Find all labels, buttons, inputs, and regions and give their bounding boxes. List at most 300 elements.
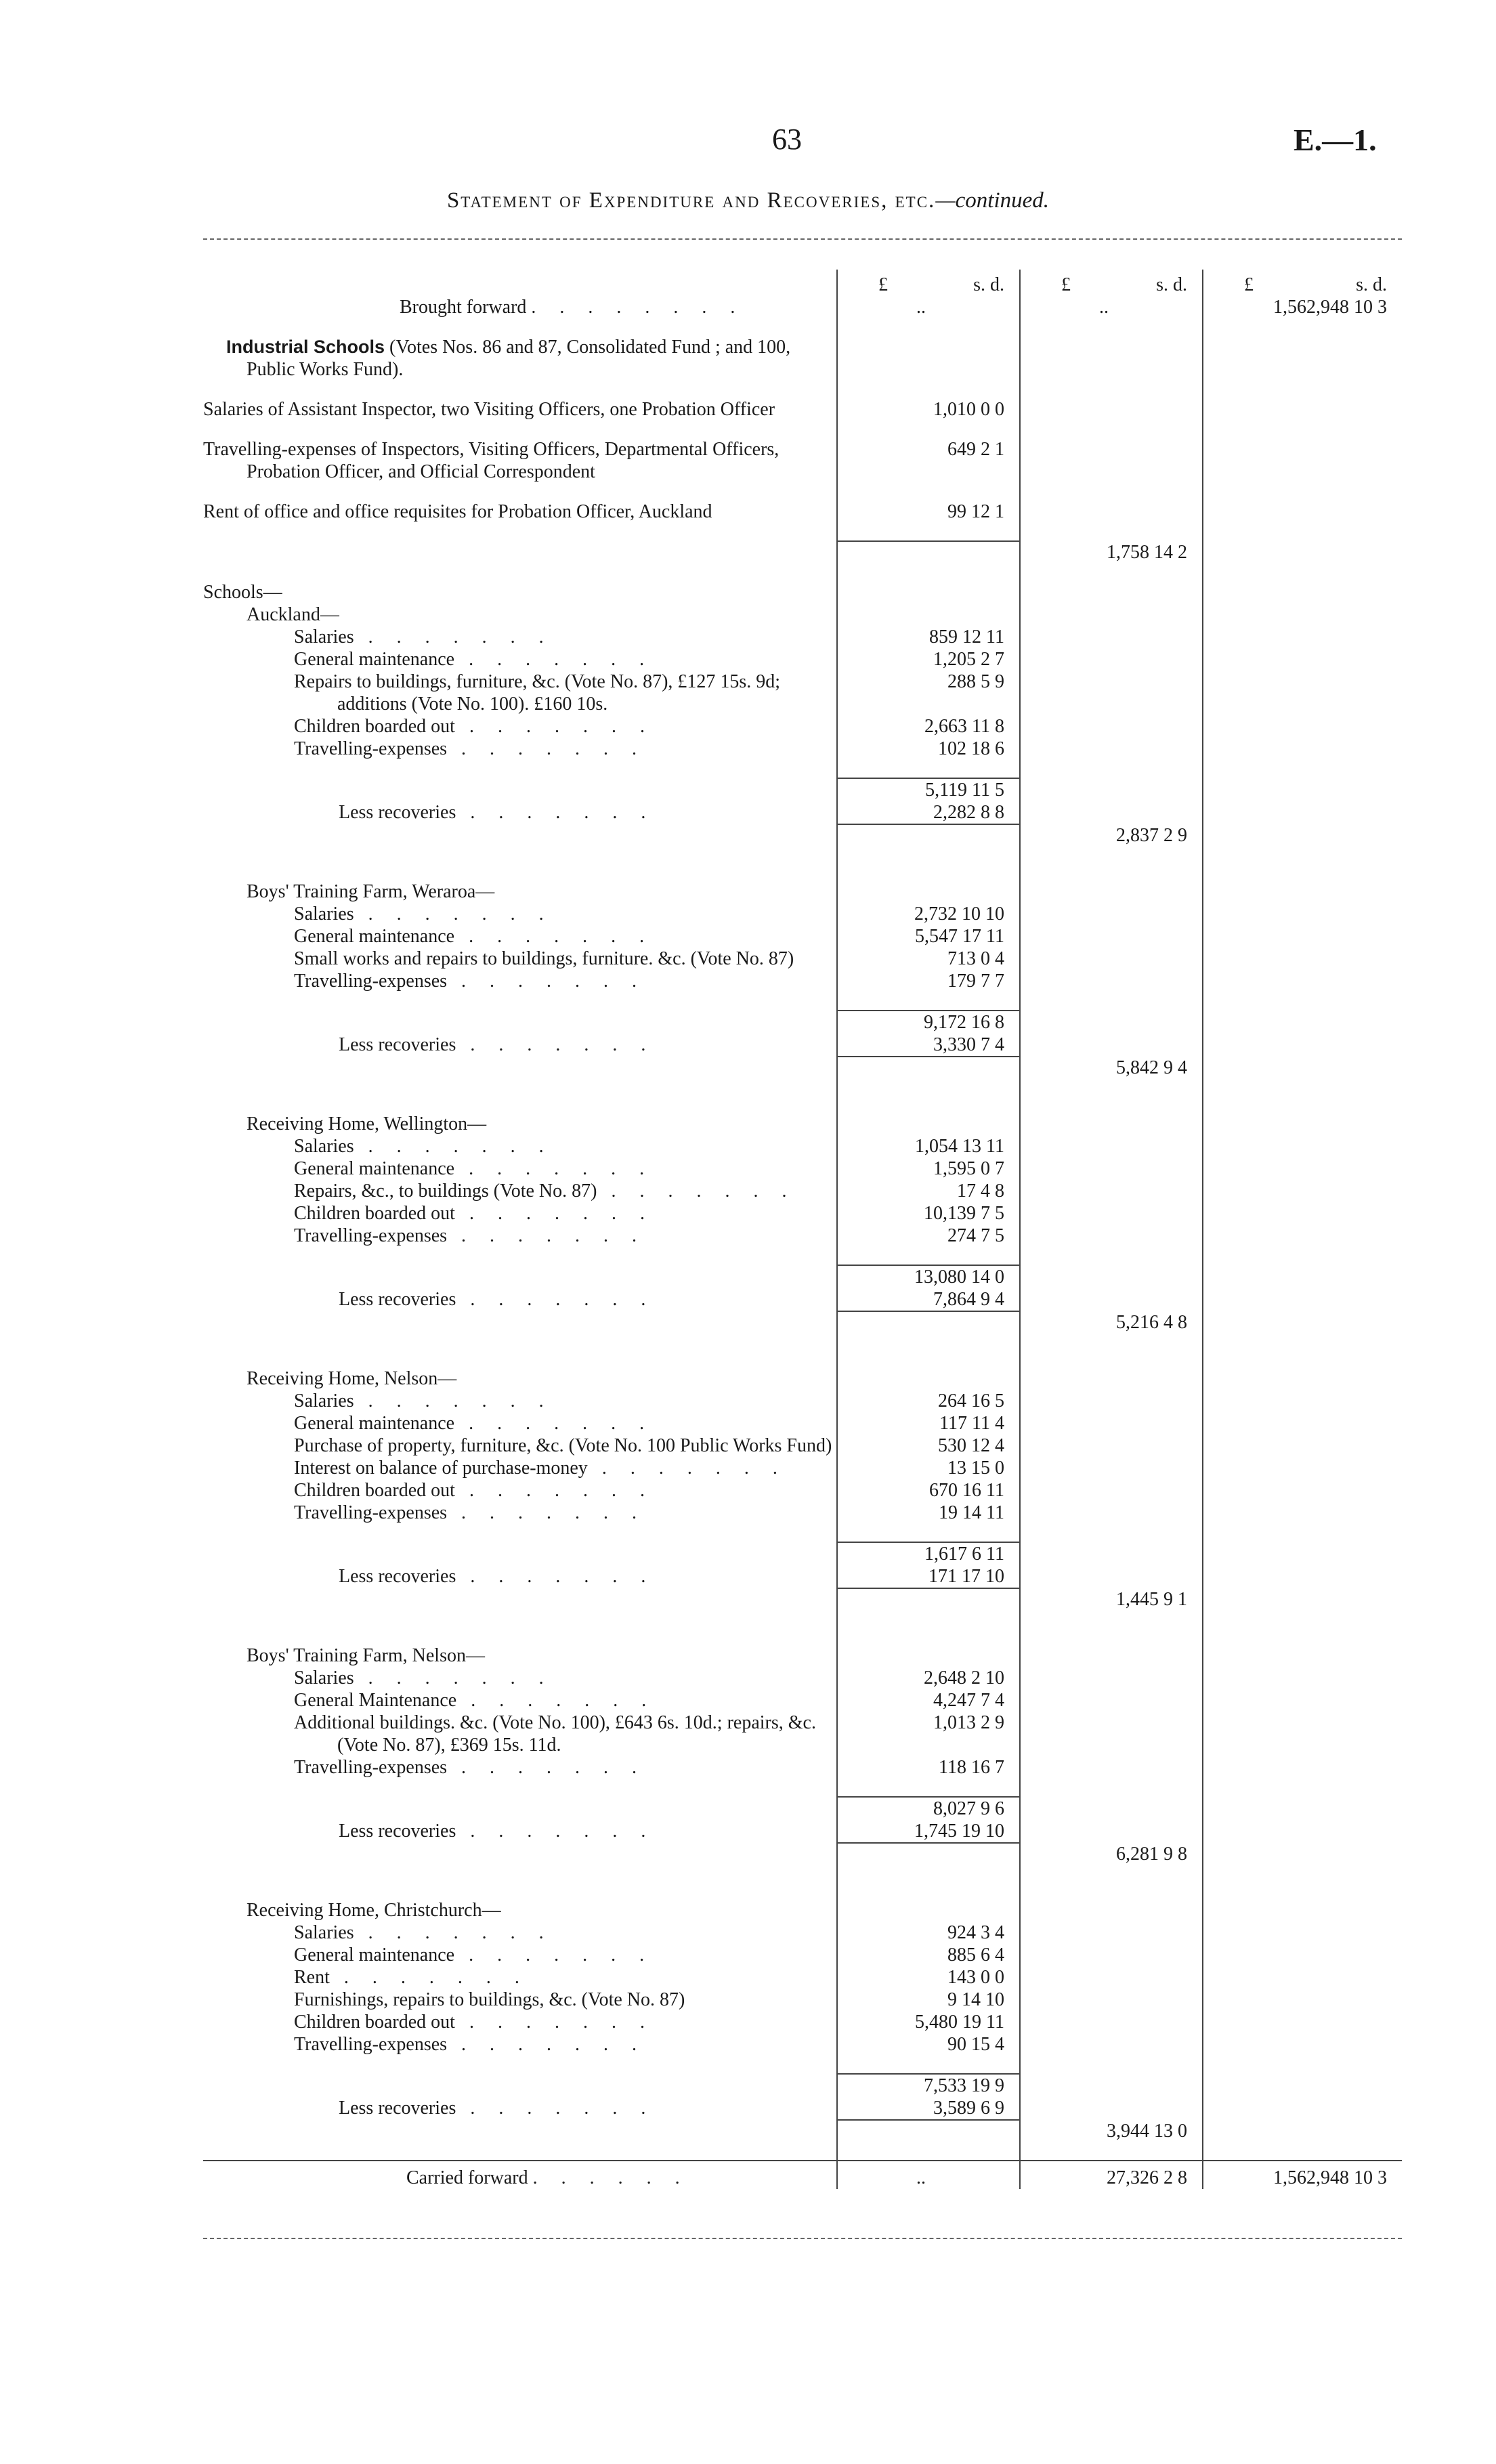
amount-col3 (1203, 1390, 1402, 1412)
leader-dots: . . . . . . . (454, 926, 654, 947)
ledger-table (203, 270, 1402, 2189)
label-text: Rent of office and office requisites for Probation Officer, Auckland (203, 501, 712, 522)
row-label (203, 1034, 837, 1057)
row-label (203, 2120, 837, 2142)
brought-forward-col1: .. (837, 296, 1020, 318)
amount-text: 713 0 4 (947, 948, 1004, 969)
leader-dots: . . . . . . . (456, 1690, 656, 1711)
amount-text: 274 7 5 (947, 1225, 1004, 1246)
amount-col1 (837, 1034, 1020, 1057)
amount-col1 (837, 1502, 1020, 1524)
school-item-row (203, 1756, 1402, 1779)
amount-col3 (1203, 1644, 1402, 1667)
amount-col2 (1020, 1225, 1203, 1247)
amount-col3 (1203, 2033, 1402, 2056)
leader-dots: . . . . . . . (447, 971, 647, 992)
amount-col2 (1020, 715, 1203, 738)
amount-col2 (1020, 801, 1203, 824)
amount-col1 (837, 501, 1020, 523)
amount-col2 (1020, 1034, 1203, 1057)
amount-col3 (1203, 1457, 1402, 1479)
row-label (203, 1502, 837, 1524)
school-item-row (203, 1921, 1402, 1944)
row-label (203, 1644, 837, 1667)
amount-text: 10,139 7 5 (924, 1203, 1004, 1224)
amount-col1 (837, 398, 1020, 421)
label-text: Receiving Home, Nelson— (247, 1368, 457, 1389)
leader-dots: . . . . . . . (354, 1390, 553, 1411)
amount-col2 (1020, 1667, 1203, 1689)
amount-text: 9,172 16 8 (924, 1012, 1004, 1033)
amount-col2 (1020, 778, 1203, 801)
row-label (203, 1921, 837, 1944)
amount-text: 1,013 2 9 (933, 1712, 1004, 1733)
school-name-row (203, 603, 1402, 626)
general-item-row (203, 501, 1402, 523)
amount-text: 8,027 9 6 (933, 1798, 1004, 1819)
leader-dots: . . . . . . . (354, 904, 553, 925)
amount-col2 (1020, 1565, 1203, 1588)
school-subtotal-row (203, 778, 1402, 801)
leader-dots: . . . . . . . (454, 1413, 654, 1434)
sd-symbol: s. d. (1356, 274, 1387, 295)
leader-dots: . . . . . . . (454, 2012, 654, 2033)
amount-col2 (1020, 1689, 1203, 1712)
page-number: 63 (772, 123, 802, 156)
row-label (203, 1820, 837, 1843)
row-label (203, 398, 837, 421)
amount-col2 (1020, 2011, 1203, 2033)
row-label (203, 925, 837, 948)
amount-text: 2,648 2 10 (924, 1668, 1004, 1688)
amount-col2 (1020, 1756, 1203, 1779)
row-label (203, 1843, 837, 1865)
carried-forward-label (203, 2161, 837, 2189)
school-recoveries-row (203, 2097, 1402, 2120)
amount-col2 (1020, 880, 1203, 903)
amount-col2 (1020, 2074, 1203, 2097)
amount-col3 (1203, 824, 1402, 847)
school-item-row (203, 948, 1402, 970)
row-label (203, 581, 837, 603)
leader-dots: . . . . . . . (456, 1821, 656, 1842)
label-text: Travelling-expenses (294, 1757, 448, 1778)
amount-col3 (1203, 948, 1402, 970)
amount-col2 (1020, 1843, 1203, 1865)
amount-col2 (1020, 1966, 1203, 1989)
amount-col2 (1020, 1944, 1203, 1966)
amount-text: 5,119 11 5 (925, 780, 1004, 801)
amount-col3 (1203, 501, 1402, 523)
row-label (203, 1180, 837, 1202)
currency-header-row (203, 270, 1402, 296)
amount-col2 (1020, 1820, 1203, 1843)
amount-col1 (837, 1412, 1020, 1435)
amount-col1 (837, 880, 1020, 903)
amount-col2 (1020, 1412, 1203, 1435)
amount-col2 (1020, 1057, 1203, 1079)
amount-col2 (1020, 970, 1203, 992)
amount-col3 (1203, 2011, 1402, 2033)
brought-forward-col3: 1,562,948 10 3 (1203, 296, 1402, 318)
amount-text: 90 15 4 (947, 2034, 1004, 2055)
amount-col3 (1203, 1843, 1402, 1865)
label-text: General maintenance (294, 1158, 455, 1179)
amount-col3 (1203, 1712, 1402, 1756)
amount-text: 530 12 4 (938, 1435, 1004, 1456)
school-item-row (203, 1180, 1402, 1202)
amount-col2 (1020, 1542, 1203, 1565)
amount-col1 (837, 581, 1020, 603)
school-item-row (203, 1135, 1402, 1157)
amount-col1 (837, 1843, 1020, 1865)
amount-text: 7,533 19 9 (924, 2075, 1004, 2096)
amount-col1 (837, 925, 1020, 948)
amount-text: 2,282 8 8 (933, 802, 1004, 823)
school-subtotal-row (203, 1265, 1402, 1288)
amount-text: 99 12 1 (947, 501, 1004, 522)
amount-col2 (1020, 1899, 1203, 1921)
amount-col2 (1020, 1180, 1203, 1202)
row-label (203, 671, 837, 715)
spacer (203, 564, 1402, 581)
label-text: Salaries (294, 1922, 354, 1943)
amount-col1 (837, 715, 1020, 738)
brought-forward-text: Brought forward (400, 297, 527, 318)
leader-dots: . . . . . . . (454, 1480, 654, 1501)
amount-text: 6,281 9 8 (1116, 1844, 1187, 1865)
amount-col1 (837, 903, 1020, 925)
amount-col1 (837, 1479, 1020, 1502)
row-label (203, 1588, 837, 1611)
leader-dots: . . . . . . . (454, 1158, 654, 1179)
amount-text: 3,944 13 0 (1107, 2121, 1187, 2142)
section-title-bold: Industrial Schools (226, 337, 385, 357)
label-text: General maintenance (294, 649, 455, 670)
amount-col1 (837, 1435, 1020, 1457)
row-label (203, 1966, 837, 1989)
row-label (203, 1412, 837, 1435)
spacer (203, 381, 1402, 398)
spacer (203, 2056, 1402, 2074)
carried-forward-col2: 27,326 2 8 (1020, 2161, 1203, 2189)
amount-col2 (1020, 925, 1203, 948)
section-heading-row (203, 336, 1402, 381)
label-text: Boys' Training Farm, Weraroa— (247, 881, 495, 902)
amount-col1 (837, 1966, 1020, 1989)
spacer (203, 760, 1402, 778)
amount-col1 (837, 1712, 1020, 1756)
school-net-row (203, 1057, 1402, 1079)
header-col3 (1203, 270, 1402, 296)
leader-dots: . . . . . . . . (531, 297, 745, 318)
amount-text: 5,480 19 11 (915, 2012, 1004, 2033)
amount-text: 2,837 2 9 (1116, 825, 1187, 846)
school-item-row (203, 715, 1402, 738)
pound-symbol: £ (878, 274, 888, 295)
row-label (203, 1157, 837, 1180)
amount-col2 (1020, 398, 1203, 421)
carried-forward-text: Carried forward (406, 2167, 528, 2188)
amount-text: 118 16 7 (939, 1757, 1004, 1778)
amount-col1 (837, 1157, 1020, 1180)
leader-dots: . . . . . . . (329, 1967, 529, 1988)
leader-dots: . . . . . . . (454, 716, 654, 737)
amount-col1 (837, 1989, 1020, 2011)
leader-dots: . . . . . . . (447, 1502, 647, 1523)
label-text: Less recoveries (339, 802, 456, 823)
amount-col1 (837, 1644, 1020, 1667)
amount-col3 (1203, 2120, 1402, 2142)
label-text: Salaries (294, 1390, 354, 1411)
amount-text: 179 7 7 (947, 971, 1004, 992)
amount-text: 2,663 11 8 (924, 716, 1004, 737)
amount-col3 (1203, 1565, 1402, 1588)
header-blank (203, 270, 837, 296)
amount-col1 (837, 2120, 1020, 2142)
row-label (203, 2033, 837, 2056)
title-continued: —continued. (935, 188, 1050, 213)
label-text: Auckland— (247, 604, 339, 625)
amount-text: 1,054 13 11 (915, 1136, 1004, 1157)
row-label (203, 1542, 837, 1565)
general-item-row (203, 438, 1402, 483)
label-text: Travelling-expenses (294, 1502, 448, 1523)
school-item-row (203, 1667, 1402, 1689)
amount-col1 (837, 1820, 1020, 1843)
school-recoveries-row (203, 801, 1402, 824)
school-subtotal-row (203, 1542, 1402, 1565)
row-label (203, 801, 837, 824)
label-text: Travelling-expenses (294, 2034, 448, 2055)
row-label (203, 648, 837, 671)
school-recoveries-row (203, 1288, 1402, 1311)
amount-text: 171 17 10 (928, 1566, 1004, 1587)
spacer (203, 1334, 1402, 1367)
school-name-row (203, 1899, 1402, 1921)
amount-col3 (1203, 398, 1402, 421)
row-label (203, 778, 837, 801)
label-text: Children boarded out (294, 1203, 455, 1224)
amount-text: 1,595 0 7 (933, 1158, 1004, 1179)
amount-text: 13 15 0 (947, 1458, 1004, 1479)
school-recoveries-row (203, 1565, 1402, 1588)
amount-col1 (837, 738, 1020, 760)
document-code: E.—1. (1294, 123, 1377, 157)
amount-col2 (1020, 1367, 1203, 1390)
amount-text: 1,010 0 0 (933, 399, 1004, 420)
school-item-row (203, 1457, 1402, 1479)
amount-col3 (1203, 1113, 1402, 1135)
amount-col3 (1203, 1288, 1402, 1311)
pound-symbol: £ (1061, 274, 1071, 295)
carried-forward-col3: 1,562,948 10 3 (1203, 2161, 1402, 2189)
header-col2 (1020, 270, 1203, 296)
pound-symbol: £ (1244, 274, 1254, 295)
amount-col3 (1203, 1797, 1402, 1820)
carried-forward-col1: .. (837, 2161, 1020, 2189)
spacer (203, 992, 1402, 1011)
amount-col3 (1203, 1034, 1402, 1057)
school-item-row (203, 925, 1402, 948)
row-label (203, 1390, 837, 1412)
label-text: Travelling-expenses of Inspectors, Visiting Officers, Departmental Officers, Probation Officer, and Official Correspondent (203, 439, 779, 482)
amount-col1 (837, 1457, 1020, 1479)
amount-col3 (1203, 715, 1402, 738)
spacer (203, 523, 1402, 541)
leader-dots: . . . . . . . (447, 738, 647, 759)
amount-col1 (837, 1311, 1020, 1334)
amount-col1 (837, 1265, 1020, 1288)
amount-col1 (837, 1542, 1020, 1565)
amount-col2 (1020, 1311, 1203, 1334)
amount-text: 1,758 14 2 (1107, 542, 1187, 563)
amount-col3 (1203, 1667, 1402, 1689)
amount-col3 (1203, 738, 1402, 760)
school-subtotal-row (203, 2074, 1402, 2097)
school-item-row (203, 1225, 1402, 1247)
amount-col2 (1020, 541, 1203, 564)
amount-col1 (837, 1689, 1020, 1712)
amount-col3 (1203, 2097, 1402, 2120)
amount-col3 (1203, 801, 1402, 824)
amount-col2 (1020, 438, 1203, 483)
label-text: Rent (294, 1967, 330, 1988)
amount-text: 143 0 0 (947, 1967, 1004, 1988)
amount-col3 (1203, 1899, 1402, 1921)
school-name-row (203, 1644, 1402, 1667)
amount-col2 (1020, 1644, 1203, 1667)
amount-text: 1,617 6 11 (924, 1544, 1004, 1565)
amount-col2 (1020, 1479, 1203, 1502)
spacer (203, 318, 1402, 336)
leader-dots: . . . . . . (532, 2167, 689, 2188)
label-text: Furnishings, repairs to buildings, &c. (Vote No. 87) (294, 1989, 685, 2010)
header-col1 (837, 270, 1020, 296)
ledger-rows (203, 398, 1402, 2161)
amount-col1 (837, 970, 1020, 992)
school-name-row (203, 1367, 1402, 1390)
amount-text: 1,205 2 7 (933, 649, 1004, 670)
amount-col2 (1020, 1265, 1203, 1288)
amount-col3 (1203, 581, 1402, 603)
general-total-row (203, 541, 1402, 564)
top-rule (203, 238, 1402, 240)
label-text: Children boarded out (294, 1480, 455, 1501)
spacer (203, 1865, 1402, 1899)
label-text: Children boarded out (294, 2012, 455, 2033)
amount-col3 (1203, 1689, 1402, 1712)
spacer (203, 1524, 1402, 1542)
amount-col3 (1203, 1588, 1402, 1611)
school-item-row (203, 1712, 1402, 1756)
row-label (203, 1113, 837, 1135)
amount-col2 (1020, 2120, 1203, 2142)
school-item-row (203, 671, 1402, 715)
bottom-rule (203, 2238, 1402, 2239)
amount-col1 (837, 801, 1020, 824)
amount-col1 (837, 1944, 1020, 1966)
leader-dots: . . . . . . . (587, 1458, 787, 1479)
leader-dots: . . . . . . . (454, 1945, 654, 1966)
row-label (203, 438, 837, 483)
amount-col2 (1020, 903, 1203, 925)
label-text: General maintenance (294, 1413, 455, 1434)
amount-col1 (837, 2033, 1020, 2056)
row-label (203, 1989, 837, 2011)
leader-dots: . . . . . . . (447, 1225, 647, 1246)
amount-col1 (837, 603, 1020, 626)
school-item-row (203, 1157, 1402, 1180)
leader-dots: . . . . . . . (456, 1034, 656, 1055)
row-label (203, 948, 837, 970)
row-label (203, 715, 837, 738)
amount-text: 19 14 11 (939, 1502, 1004, 1523)
spacer (203, 1079, 1402, 1113)
amount-col1 (837, 824, 1020, 847)
amount-col1 (837, 438, 1020, 483)
school-item-row (203, 1689, 1402, 1712)
amount-col1 (837, 1225, 1020, 1247)
row-label (203, 1899, 837, 1921)
amount-col3 (1203, 541, 1402, 564)
amount-col2 (1020, 1502, 1203, 1524)
amount-col1 (837, 1135, 1020, 1157)
amount-col1 (837, 1011, 1020, 1034)
general-item-row (203, 398, 1402, 421)
label-text: Travelling-expenses (294, 971, 448, 992)
amount-text: 4,247 7 4 (933, 1690, 1004, 1711)
spacer (203, 847, 1402, 880)
amount-col1 (837, 1565, 1020, 1588)
amount-col1 (837, 626, 1020, 648)
row-label (203, 1225, 837, 1247)
amount-text: 885 6 4 (947, 1945, 1004, 1966)
amount-col2 (1020, 1202, 1203, 1225)
amount-col1 (837, 1288, 1020, 1311)
amount-col1 (837, 1113, 1020, 1135)
amount-text: 264 16 5 (938, 1390, 1004, 1411)
amount-text: 670 16 11 (929, 1480, 1004, 1501)
school-item-row (203, 1989, 1402, 2011)
amount-col3 (1203, 2074, 1402, 2097)
label-text: General Maintenance (294, 1690, 457, 1711)
amount-text: 1,745 19 10 (914, 1821, 1004, 1842)
amount-col1 (837, 671, 1020, 715)
label-text: Less recoveries (339, 1566, 456, 1587)
row-label (203, 2011, 837, 2033)
row-label (203, 880, 837, 903)
amount-text: 1,445 9 1 (1116, 1589, 1187, 1610)
amount-col1 (837, 1667, 1020, 1689)
school-recoveries-row (203, 1820, 1402, 1843)
amount-col1 (837, 2097, 1020, 2120)
label-text: Children boarded out (294, 716, 455, 737)
amount-col3 (1203, 1966, 1402, 1989)
amount-col2 (1020, 1457, 1203, 1479)
amount-text: 117 11 4 (939, 1413, 1004, 1434)
row-label (203, 1689, 837, 1712)
amount-col3 (1203, 1202, 1402, 1225)
school-name-row (203, 1113, 1402, 1135)
row-label (203, 626, 837, 648)
ledger-footer (203, 2161, 1402, 2189)
amount-text: 102 18 6 (938, 738, 1004, 759)
amount-col2 (1020, 738, 1203, 760)
amount-col1 (837, 1390, 1020, 1412)
amount-col1 (837, 1057, 1020, 1079)
leader-dots: . . . . . . . (456, 1566, 656, 1587)
